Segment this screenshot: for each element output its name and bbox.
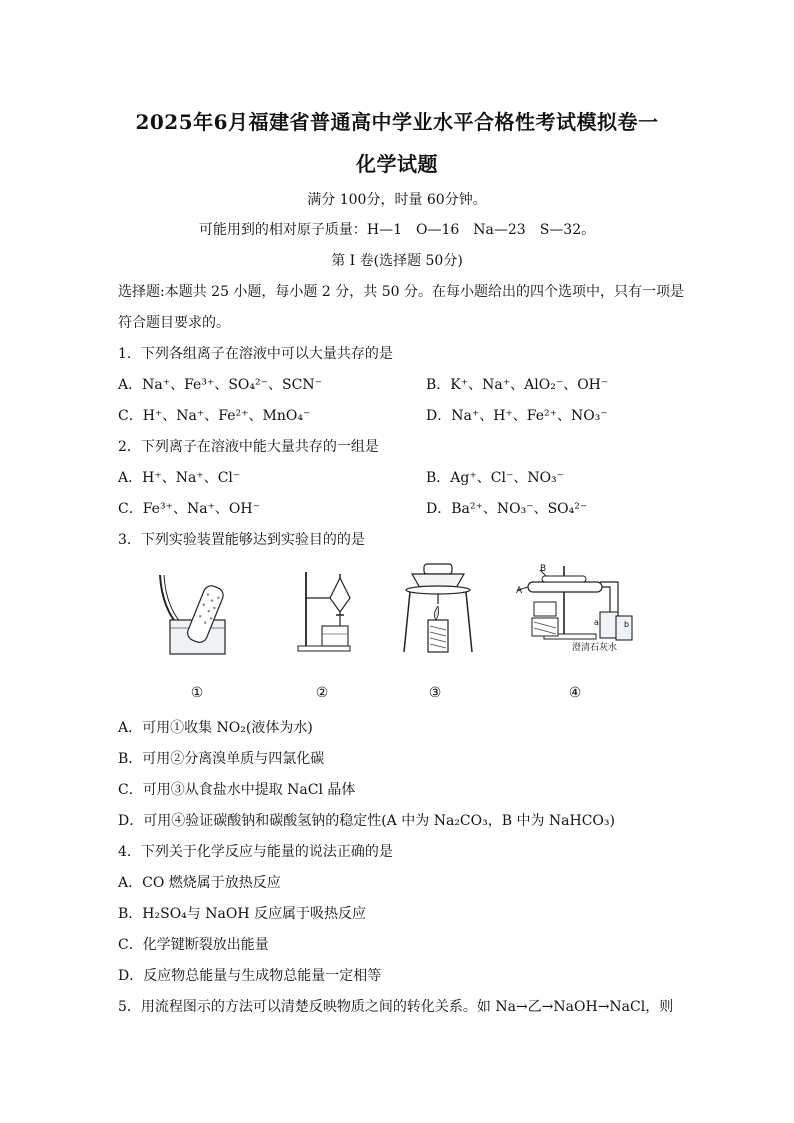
q4-option-c: C．化学键断裂放出能量 bbox=[118, 937, 269, 953]
q4-option-a: A．CO 燃烧属于放热反应 bbox=[118, 875, 281, 891]
figure-4-label: ④ bbox=[568, 685, 582, 701]
fig4-label-b: B bbox=[540, 564, 547, 574]
figure-2-separatory-funnel bbox=[292, 566, 372, 656]
q1-option-a: A．Na⁺、Fe³⁺、SO₄²⁻、SCN⁻ bbox=[118, 377, 322, 393]
fig4-label-b-lower: b bbox=[624, 620, 630, 629]
exam-subtitle: 化学试题 bbox=[356, 152, 438, 176]
q2-stem: 2．下列离子在溶液中能大量共存的一组是 bbox=[118, 439, 379, 455]
q2-option-d: D．Ba²⁺、NO₃⁻、SO₄²⁻ bbox=[426, 501, 588, 517]
q1-option-d: D．Na⁺、H⁺、Fe²⁺、NO₃⁻ bbox=[426, 408, 608, 424]
figure-1-label: ① bbox=[190, 685, 204, 701]
q4-option-d: D．反应物总能量与生成物总能量一定相等 bbox=[118, 968, 382, 984]
q1-option-b: B．K⁺、Na⁺、AlO₂⁻、OH⁻ bbox=[426, 377, 609, 393]
q2-option-c: C．Fe³⁺、Na⁺、OH⁻ bbox=[118, 501, 261, 517]
instructions-line-1: 选择题:本题共 25 小题，每小题 2 分，共 50 分。在每小题给出的四个选项中，只有一项是 bbox=[118, 284, 684, 300]
section-title: 第 I 卷(选择题 50分) bbox=[331, 253, 463, 269]
q3-stem: 3．下列实验装置能够达到实验目的的是 bbox=[118, 532, 365, 548]
q3-option-b: B．可用②分离溴单质与四氯化碳 bbox=[118, 751, 325, 767]
q2-option-a: A．H⁺、Na⁺、Cl⁻ bbox=[118, 470, 241, 486]
fig4-label-a-lower: a bbox=[594, 618, 599, 627]
atomic-masses-note: 可能用到的相对原子质量：H—1 O—16 Na—23 S—32。 bbox=[198, 222, 596, 238]
figure-3-label: ③ bbox=[428, 685, 442, 701]
q3-option-c: C．可用③从食盐水中提取 NaCl 晶体 bbox=[118, 782, 356, 798]
q1-option-c: C．H⁺、Na⁺、Fe²⁺、MnO₄⁻ bbox=[118, 408, 311, 424]
figure-1-gas-collection bbox=[150, 570, 240, 660]
q1-stem: 1．下列各组离子在溶液中可以大量共存的是 bbox=[118, 346, 393, 362]
q5-stem: 5．用流程图示的方法可以清楚反映物质之间的转化关系。如 Na→乙→NaOH→NaCl，则 bbox=[118, 999, 674, 1015]
exam-title: 2025年6月福建省普通高中学业水平合格性考试模拟卷一 bbox=[135, 110, 659, 134]
figure-2-label: ② bbox=[315, 685, 329, 701]
q2-option-b: B．Ag⁺、Cl⁻、NO₃⁻ bbox=[426, 470, 565, 486]
q3-option-d: D．可用④验证碳酸钠和碳酸氢钠的稳定性(A 中为 Na₂CO₃，B 中为 NaHCO₃) bbox=[118, 813, 615, 829]
figure-4-thermal-stability bbox=[514, 562, 634, 657]
figure-3-evaporation bbox=[398, 560, 478, 660]
instructions-line-2: 符合题目要求的。 bbox=[118, 315, 230, 331]
fig4-caption-limewater: 澄清石灰水 bbox=[572, 643, 618, 653]
q3-option-a: A．可用①收集 NO₂(液体为水) bbox=[118, 720, 313, 736]
q4-option-b: B．H₂SO₄与 NaOH 反应属于吸热反应 bbox=[118, 906, 366, 922]
fig4-label-a-upper: A bbox=[516, 586, 523, 596]
q4-stem: 4．下列关于化学反应与能量的说法正确的是 bbox=[118, 844, 393, 860]
score-time-note: 满分 100分，时量 60分钟。 bbox=[307, 192, 487, 208]
